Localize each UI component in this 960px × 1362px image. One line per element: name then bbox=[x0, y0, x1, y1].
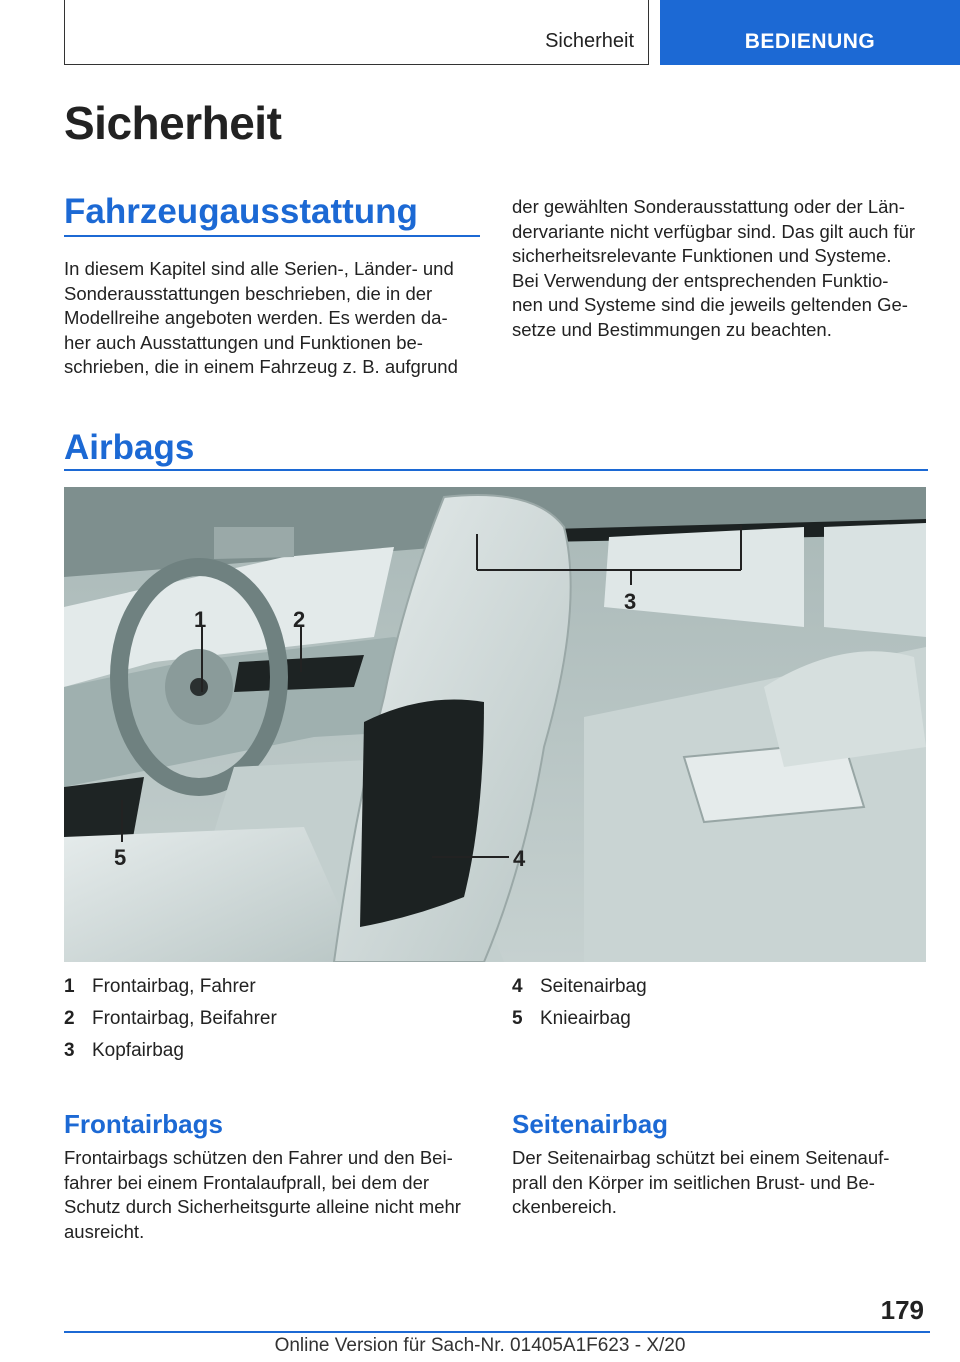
page-title: Sicherheit bbox=[64, 97, 282, 149]
footer-rule bbox=[64, 1331, 930, 1333]
text-line: ckenbereich. bbox=[512, 1196, 617, 1217]
callout-4: 4 bbox=[513, 846, 526, 871]
header-chapter-label: BEDIENUNG bbox=[744, 30, 876, 53]
text-line: prall den Körper im seitlichen Brust- und Be- bbox=[512, 1171, 875, 1193]
header-section-title: Sicherheit bbox=[545, 30, 634, 52]
text-line: ausreicht. bbox=[64, 1220, 145, 1242]
callout-1: 1 bbox=[194, 607, 207, 632]
text-line: schrieben, die in einem Fahrzeug z. B. aufgrund bbox=[64, 356, 458, 377]
airbag-legend-left bbox=[64, 971, 277, 1067]
airbag-locations-illustration bbox=[64, 487, 926, 962]
legend-item bbox=[64, 1003, 277, 1035]
legend-item bbox=[512, 1003, 647, 1035]
legend-label: Kopfairbag bbox=[92, 1040, 184, 1061]
legend-item bbox=[64, 971, 277, 1003]
legend-label: Knieairbag bbox=[540, 1008, 631, 1029]
text-line: Bei Verwendung der entsprechenden Funktio- bbox=[512, 269, 889, 291]
callout-3: 3 bbox=[624, 589, 637, 614]
legend-number: 4 bbox=[512, 976, 523, 997]
text-line: Modellreihe angeboten werden. Es werden da- bbox=[64, 307, 448, 328]
section-heading-airbags: Airbags bbox=[64, 428, 195, 467]
legend-label: Frontairbag, Fahrer bbox=[92, 976, 256, 997]
intro-paragraph-left bbox=[64, 257, 484, 380]
side-airbag-paragraph bbox=[512, 1146, 937, 1220]
text-line: Der Seitenairbag schützt bei einem Seitenauf- bbox=[512, 1147, 890, 1168]
text-line: fahrer bei einem Frontalaufprall, bei dem der bbox=[64, 1171, 430, 1193]
airbag-legend-right bbox=[512, 971, 647, 1035]
legend-number: 1 bbox=[64, 976, 75, 997]
legend-number: 3 bbox=[64, 1040, 75, 1061]
text-line: In diesem Kapitel sind alle Serien-, Länder- und bbox=[64, 258, 454, 279]
section-heading-vehicle-equipment: Fahrzeugausstattung bbox=[64, 192, 418, 231]
text-line: Frontairbags schützen den Fahrer und den Bei- bbox=[64, 1147, 453, 1168]
legend-label: Frontairbag, Beifahrer bbox=[92, 1008, 277, 1029]
legend-item bbox=[512, 971, 647, 1003]
section-rule bbox=[64, 235, 480, 237]
legend-item bbox=[64, 1035, 277, 1067]
section-rule bbox=[64, 469, 928, 471]
front-airbags-paragraph bbox=[64, 1146, 494, 1244]
subheading-side-airbag: Seitenairbag bbox=[512, 1109, 669, 1139]
text-line: nen und Systeme sind die jeweils geltenden Ge- bbox=[512, 294, 908, 315]
footer-version-text: Online Version für Sach-Nr. 01405A1F623 - X/20 bbox=[274, 1335, 686, 1356]
header-section-box bbox=[64, 0, 649, 65]
text-line: her auch Ausstattungen und Funktionen be- bbox=[64, 331, 423, 353]
text-line: dervariante nicht verfügbar sind. Das gilt auch für bbox=[512, 220, 916, 242]
page-number: 179 bbox=[880, 1295, 924, 1325]
text-line: Schutz durch Sicherheitsgurte alleine nicht mehr bbox=[64, 1196, 461, 1217]
callout-5: 5 bbox=[114, 845, 127, 870]
text-line: setze und Bestimmungen zu beachten. bbox=[512, 318, 832, 340]
callout-2: 2 bbox=[293, 607, 306, 632]
text-line: Sonderausstattungen beschrieben, die in der bbox=[64, 282, 433, 304]
legend-number: 2 bbox=[64, 1008, 75, 1029]
text-line: der gewählten Sonderausstattung oder der Län- bbox=[512, 196, 905, 217]
subheading-front-airbags: Frontairbags bbox=[64, 1109, 223, 1139]
car-interior-drawing bbox=[64, 487, 926, 962]
legend-number: 5 bbox=[512, 1008, 523, 1029]
intro-paragraph-right bbox=[512, 195, 937, 342]
legend-label: Seitenairbag bbox=[540, 976, 647, 997]
header-chapter-tab[interactable] bbox=[660, 0, 960, 65]
text-line: sicherheitsrelevante Funktionen und Systeme. bbox=[512, 245, 892, 266]
